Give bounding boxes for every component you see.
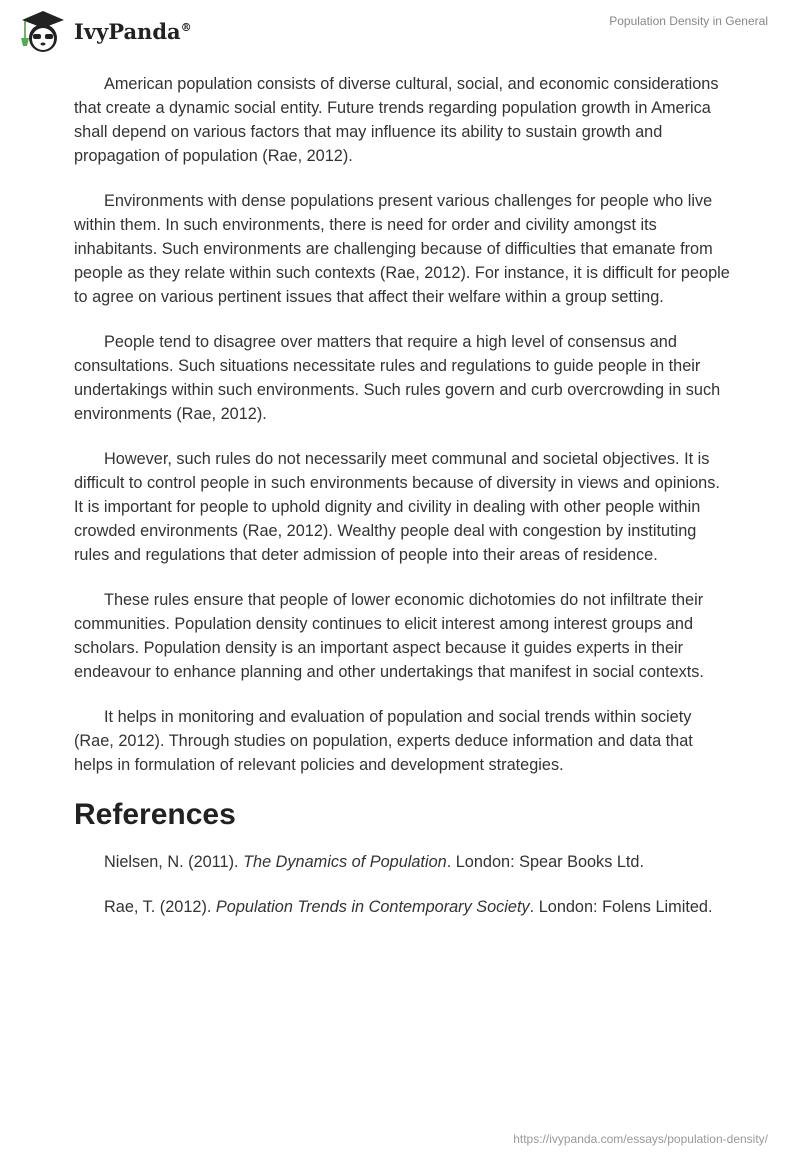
paragraph: It helps in monitoring and evaluation of population and social trends within society (Rae, 2012). Through studies on population, experts deduce information and data that helps in formulation of relevant policies and development strategies. — [74, 708, 693, 774]
paragraph: American population consists of diverse cultural, social, and economic considerations that create a dynamic social entity. Future trends regarding population growth in America shall depend on various factors that may influence its ability to sustain growth and propagation of population (Rae, 2012). — [74, 75, 719, 165]
paragraph: People tend to disagree over matters that require a high level of consensus and consultations. Such situations necessitate rules and regulations to guide people in their undertakings within such environments. Such rules govern and curb overcrowding in such environments (Rae, 2012). — [74, 333, 721, 423]
paragraph: However, such rules do not necessarily meet communal and societal objectives. It is difficult to control people in such environments because of diversity in views and opinions. It is important for people to uphold dignity and civility in dealing with other people within crowded environments (Rae, 2012). Wealthy people deal with congestion by instituting rules and regulations that deter admission of people into their areas of residence. — [74, 450, 720, 564]
source-url[interactable]: https://ivypanda.com/essays/population-density/ — [513, 1132, 768, 1146]
reference-title: The Dynamics of Population — [243, 853, 447, 871]
document-title: Population Density in General — [609, 14, 768, 28]
reference-item — [74, 895, 730, 919]
reference-publisher: . London: Spear Books Ltd. — [446, 853, 645, 871]
logo-text: IvyPanda — [74, 18, 181, 44]
ivypanda-logo[interactable] — [18, 8, 192, 54]
paragraph: Environments with dense populations present various challenges for people who live within them. In such environments, there is need for order and civility amongst its inhabitants. Such environments are challenging because of difficulties that emanate from people as they relate within such contexts (Rae, 2012). For instance, it is difficult for people to agree on various pertinent issues that affect their welfare within a group setting. — [74, 192, 730, 306]
references-heading: References — [74, 798, 236, 831]
reference-author: Nielsen, N. (2011). — [104, 853, 244, 871]
registered-mark: ® — [180, 20, 192, 34]
reference-publisher: . London: Folens Limited. — [529, 898, 713, 916]
essay-body — [74, 72, 730, 940]
reference-title: Population Trends in Contemporary Society — [215, 898, 530, 916]
reference-author: Rae, T. (2012). — [104, 898, 216, 916]
reference-item — [74, 850, 730, 874]
paragraph: These rules ensure that people of lower economic dichotomies do not infiltrate their communities. Population density continues to elicit interest among interest groups and scholars. Population density is an important aspect because it guides experts in their endeavour to enhance planning and other undertakings that manifest in social contexts. — [74, 591, 704, 681]
panda-graduate-icon — [18, 8, 68, 54]
